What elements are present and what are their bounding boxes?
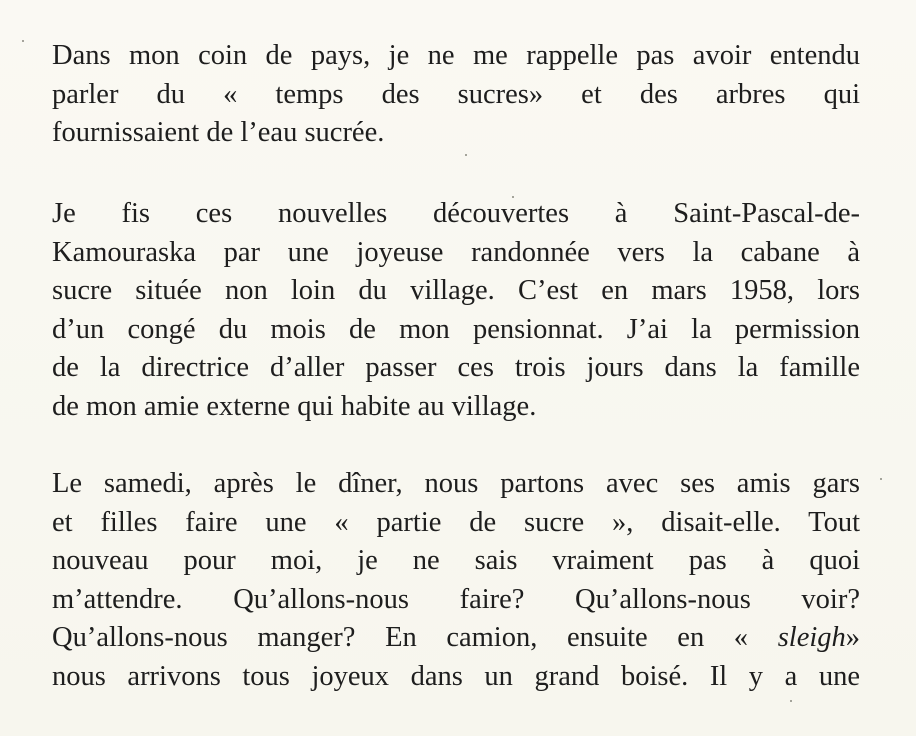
text-line: et filles faire une « partie de sucre », disait-elle. Tout	[52, 506, 860, 538]
text-line: m’attendre. Qu’allons-nous faire? Qu’allons-nous voir?	[52, 583, 860, 615]
text-line: Le samedi, après le dîner, nous partons avec ses amis gars	[52, 468, 860, 499]
text-line: de mon amie externe qui habite au village.	[52, 390, 537, 422]
paragraph-2	[52, 195, 860, 426]
paragraph-1	[52, 37, 860, 153]
text-line: nouveau pour moi, je ne sais vraiment pas à quoi	[52, 545, 860, 576]
text-line: Dans mon coin de pays, je ne me rappelle pas avoir entendu	[52, 40, 860, 71]
scan-speck	[22, 40, 24, 42]
italic-word: sleigh	[777, 622, 846, 653]
text-line	[52, 619, 860, 658]
scan-speck	[512, 196, 514, 198]
text-line: fournissaient de l’eau sucrée.	[52, 117, 385, 148]
text-line: parler du « temps des sucres» et des arbres qui	[52, 78, 860, 110]
text-line: sucre située non loin du village. C’est en mars 1958, lors	[52, 275, 860, 306]
text-fragment: Qu’allons-nous manger? En camion, ensuite en «	[52, 622, 749, 653]
text-line: Je fis ces nouvelles découvertes à Saint-Pascal-de-	[52, 198, 860, 229]
scan-speck	[790, 700, 792, 702]
paragraph-3	[52, 465, 860, 696]
scan-speck	[465, 154, 467, 156]
text-line: nous arrivons tous joyeux dans un grand boisé. Il y a une	[52, 660, 860, 692]
text-line: de la directrice d’aller passer ces trois jours dans la famille	[52, 352, 860, 383]
text-line: d’un congé du mois de mon pensionnat. J’ai la permission	[52, 313, 860, 345]
scan-speck	[880, 478, 882, 480]
text-fragment: »	[845, 622, 861, 653]
text-line: Kamouraska par une joyeuse randonnée vers la cabane à	[52, 236, 860, 268]
